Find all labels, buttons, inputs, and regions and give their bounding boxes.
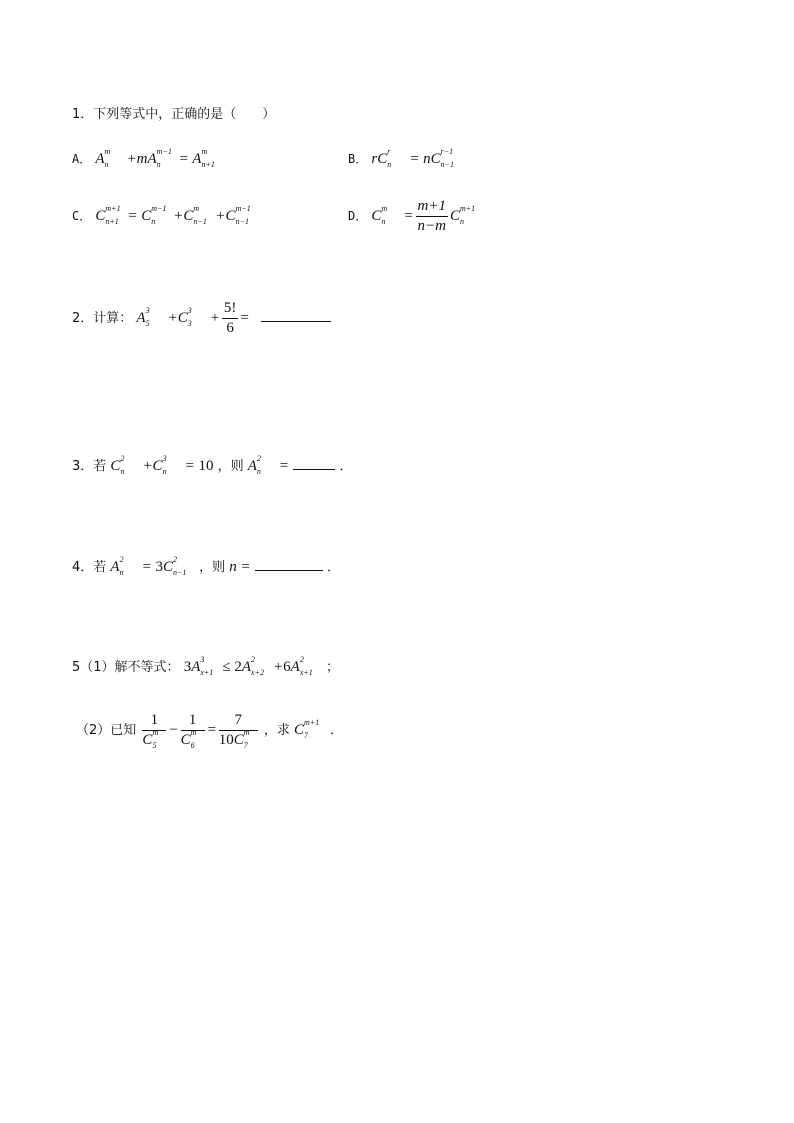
question-1-option-c[interactable] — [72, 203, 258, 226]
question-3-condition: C 2 n +C 3 n = 10 — [110, 453, 214, 476]
question-4-stem: 4．若 — [72, 560, 107, 575]
question-1-option-a[interactable] — [72, 146, 223, 169]
option-d-formula: C m n = $\frac{m+1}{n-m}$ C m+1 n — [371, 198, 476, 234]
question-4-target: n = — [229, 559, 251, 575]
question-2-formula: A 3 5 +C 3 3 + $\frac{5!}{6}$ = — [136, 300, 249, 336]
question-1-option-b[interactable] — [348, 146, 463, 169]
question-3-stem: 3．若 — [72, 459, 107, 474]
option-d-numerator: m+1 — [416, 198, 448, 217]
question-3-mid: ，则 — [217, 459, 244, 474]
option-c-label: C． — [72, 209, 92, 223]
option-a-formula: A m n +mA m−1 n = A m n+1 — [95, 146, 215, 169]
option-b-label: B． — [348, 152, 368, 166]
question-5-target: C m+1 7 — [294, 717, 320, 740]
question-5-part-1-end: ； — [325, 660, 339, 675]
question-3-end: ． — [339, 459, 353, 474]
question-5-part-1-label: 5（1）解不等式： — [72, 660, 180, 675]
question-3-answer-blank[interactable] — [293, 455, 335, 470]
question-5-part-2-mid: ，求 — [263, 722, 290, 738]
question-5-part-2 — [76, 712, 343, 749]
option-a-label: A． — [72, 152, 92, 166]
question-5-inequality: 3A 3 x+1 ≤ 2A 2 x+2 +6A 2 x+1 — [183, 654, 313, 677]
question-2-numerator: 5! — [222, 300, 239, 319]
question-5-part-2-label: （2）已知 — [76, 722, 137, 738]
option-d-label: D． — [348, 208, 368, 223]
question-4-condition: A 2 n = 3C 2 n−1 — [110, 554, 187, 577]
question-1-stem: 1．下列等式中，正确的是（ ） — [72, 107, 276, 122]
question-5-equation: 1 C m 5 − 1 C m 6 = 7 10C m 7 — [140, 722, 259, 738]
question-1-option-d[interactable] — [348, 198, 482, 235]
option-d-denominator: n−m — [417, 218, 446, 234]
question-3-target: A 2 n = — [247, 453, 290, 476]
option-b-formula: rC r n = nC r−1 n−1 — [371, 146, 455, 169]
question-2-stem: 2．计算： — [72, 310, 133, 326]
question-3 — [72, 455, 352, 475]
option-c-formula: C m+1 n+1 = C m−1 n +C m n−1 +C m−1 n−1 — [95, 203, 251, 226]
question-2-denominator: 6 — [226, 320, 234, 336]
question-2 — [72, 300, 331, 337]
question-4-answer-blank[interactable] — [255, 556, 323, 571]
question-5-part-1 — [72, 656, 339, 676]
question-4-mid: ，则 — [199, 560, 226, 575]
question-2-answer-blank[interactable] — [261, 307, 331, 322]
question-4-end: ． — [326, 560, 340, 575]
question-5-part-2-end: ． — [330, 722, 344, 738]
question-4 — [72, 556, 340, 576]
